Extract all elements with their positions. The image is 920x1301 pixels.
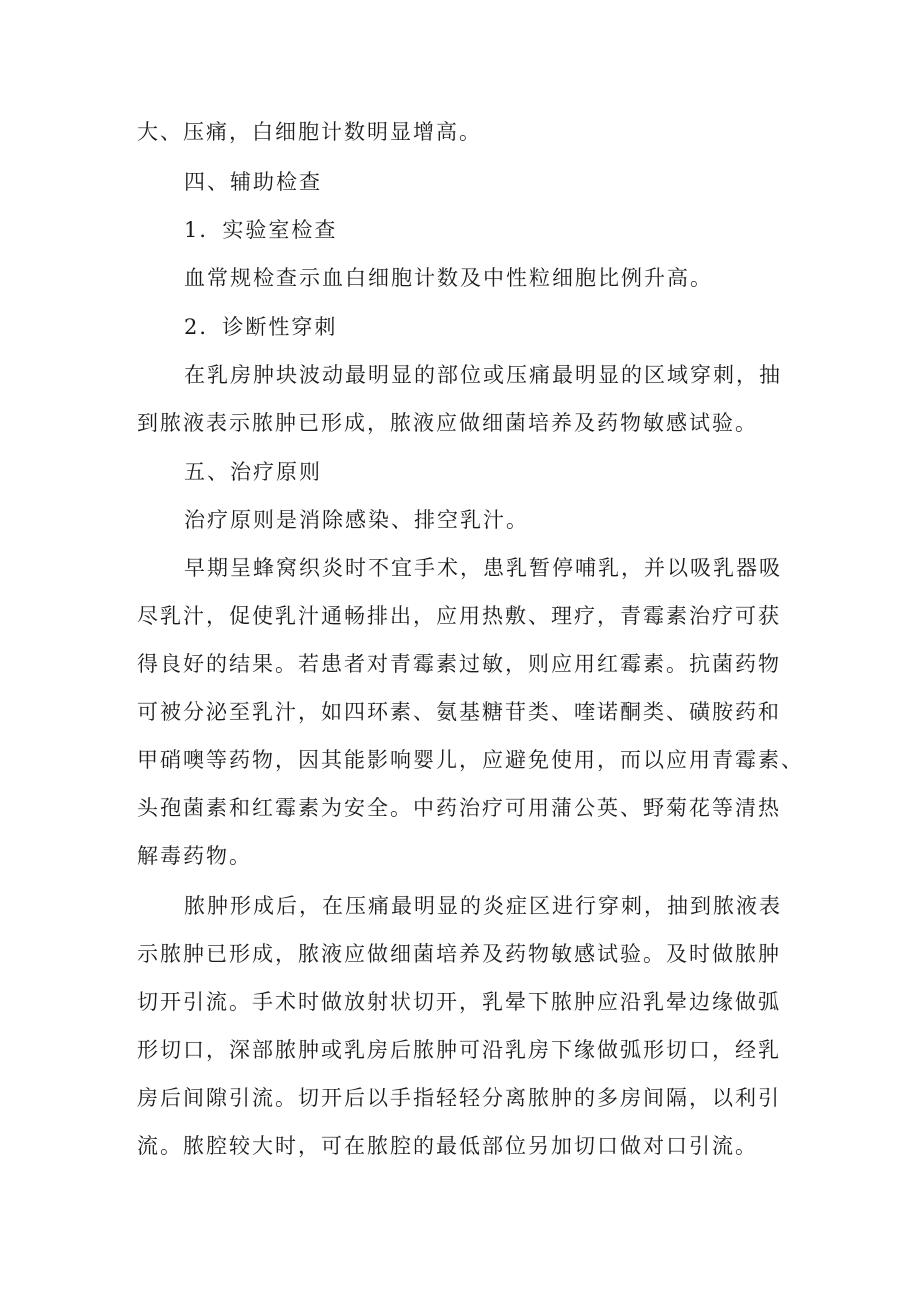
body-line: 流。脓腔较大时，可在脓腔的最低部位另加切口做对口引流。 bbox=[137, 1134, 758, 1158]
subsection-heading: 1．实验室检查 bbox=[184, 218, 338, 242]
body-line: 头孢菌素和红霉素为安全。中药治疗可用蒲公英、野菊花等清热 bbox=[137, 796, 781, 820]
body-line: 房后间隙引流。切开后以手指轻轻分离脓肿的多房间隔，以利引 bbox=[137, 1086, 781, 1110]
body-line: 大、压痛，白细胞计数明显增高。 bbox=[137, 120, 482, 144]
body-line: 在乳房肿块波动最明显的部位或压痛最明显的区域穿刺，抽 bbox=[184, 363, 782, 387]
section-heading: 四、辅助检查 bbox=[184, 170, 322, 194]
body-line: 切开引流。手术时做放射状切开，乳晕下脓肿应沿乳晕边缘做弧 bbox=[137, 990, 781, 1014]
body-line: 治疗原则是消除感染、排空乳汁。 bbox=[184, 508, 529, 532]
section-heading: 五、治疗原则 bbox=[184, 460, 322, 484]
subsection-heading: 2．诊断性穿刺 bbox=[184, 315, 338, 339]
body-line: 脓肿形成后，在压痛最明显的炎症区进行穿刺，抽到脓液表 bbox=[184, 894, 782, 918]
body-line: 形切口，深部脓肿或乳房后脓肿可沿乳房下缘做弧形切口，经乳 bbox=[137, 1038, 781, 1062]
body-line: 到脓液表示脓肿已形成，脓液应做细菌培养及药物敏感试验。 bbox=[137, 411, 758, 435]
body-line: 解毒药物。 bbox=[137, 844, 252, 868]
body-line: 早期呈蜂窝织炎时不宜手术，患乳暂停哺乳，并以吸乳器吸 bbox=[184, 556, 782, 580]
body-line: 甲硝噢等药物，因其能影响婴儿，应避免使用，而以应用青霉素、 bbox=[137, 748, 804, 772]
body-line: 可被分泌至乳汁，如四环素、氨基糖苷类、喹诺酮类、磺胺药和 bbox=[137, 700, 781, 724]
body-line: 尽乳汁，促使乳汁通畅排出，应用热敷、理疗，青霉素治疗可获 bbox=[137, 604, 781, 628]
body-line: 示脓肿已形成，脓液应做细菌培养及药物敏感试验。及时做脓肿 bbox=[137, 942, 781, 966]
body-line: 得良好的结果。若患者对青霉素过敏，则应用红霉素。抗菌药物 bbox=[137, 652, 781, 676]
body-line: 血常规检查示血白细胞计数及中性粒细胞比例升高。 bbox=[184, 266, 713, 290]
